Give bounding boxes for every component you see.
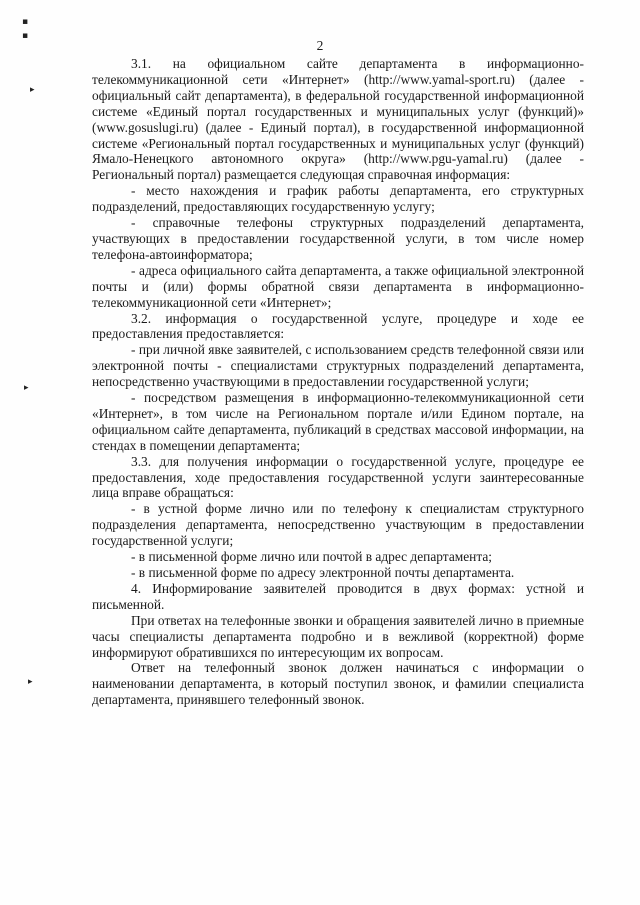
- paragraph: 4. Информирование заявителей проводится в двух формах: устной и письменной.: [92, 580, 584, 612]
- scan-speck-icon: ▪: [22, 17, 29, 27]
- paragraph: 3.3. для получения информации о государственной услуге, процедуре ее предоставления, ходе предоставления государственной услуги заинтересованные лица вправе обращаться:: [92, 453, 584, 501]
- list-item: - место нахождения и график работы департамента, его структурных подразделений, предоставляющих государственную услугу;: [92, 183, 584, 215]
- scan-speck-icon: ▸: [30, 85, 35, 95]
- list-item: - справочные телефоны структурных подразделений департамента, участвующих в предоставлении государственной услуги, в том числе номер телефона-автоинформатора;: [92, 215, 584, 262]
- list-item: - адреса официального сайта департамента, а также официальной электронной почты и (или) формы обратной связи департамента в информационно-телекоммуникационной сети «Интернет»;: [92, 262, 584, 310]
- list-item: - в устной форме лично или по телефону к специалистам структурного подразделения департамента, непосредственно участвующим в предоставлении государственной услуги;: [92, 501, 584, 549]
- scan-speck-icon: ▪: [22, 31, 29, 41]
- paragraph: 3.2. информация о государственной услуге, процедуре и ходе ее предоставления предоставляется:: [92, 310, 584, 342]
- paragraph: Ответ на телефонный звонок должен начинаться с информации о наименовании департамента, в который поступил звонок, и фамилии специалиста департамента, принявшего телефонный звонок.: [92, 660, 584, 708]
- list-item: - в письменной форме по адресу электронной почты департамента.: [131, 565, 515, 580]
- page-number: 2: [316, 38, 324, 53]
- scan-speck-icon: ▸: [28, 677, 33, 687]
- paragraph: 3.1. на официальном сайте департамента в информационно-телекоммуникационной сети «Интернет» (http://www.yamal-sport.ru) (далее - официальный сайт департамента), в федеральной государственной информационной системе «Единый портал государственных и муниципальных услуг (функций)» (www.gosuslugi.ru) (далее - Единый портал), в государственной информационной системе «Региональный портал государственных и муниципальных услуг (функций) Ямало-Ненецкого автономного округа» (http://www.pgu-yamal.ru) (далее - Региональный портал) размещается следующая справочная информация:: [92, 56, 584, 183]
- scan-speck-icon: ▸: [24, 383, 29, 393]
- list-item: - в письменной форме лично или почтой в адрес департамента;: [131, 549, 493, 565]
- list-item: - посредством размещения в информационно-телекоммуникационной сети «Интернет», в том числе на Региональном портале и/или Едином портале, на официальном сайте департамента, публикаций в средствах массовой информации, на стендах в помещении департамента;: [92, 390, 584, 453]
- paragraph: При ответах на телефонные звонки и обращения заявителей лично в приемные часы специалисты департамента подробно и в вежливой (корректной) форме информируют обратившихся по интересующим их вопросам.: [92, 612, 584, 660]
- document-body: [92, 56, 584, 708]
- list-item: - при личной явке заявителей, с использованием средств телефонной связи или электронной почты - специалистами структурных подразделений департамента, непосредственно участвующими в предоставлении государственной услуги;: [92, 342, 584, 390]
